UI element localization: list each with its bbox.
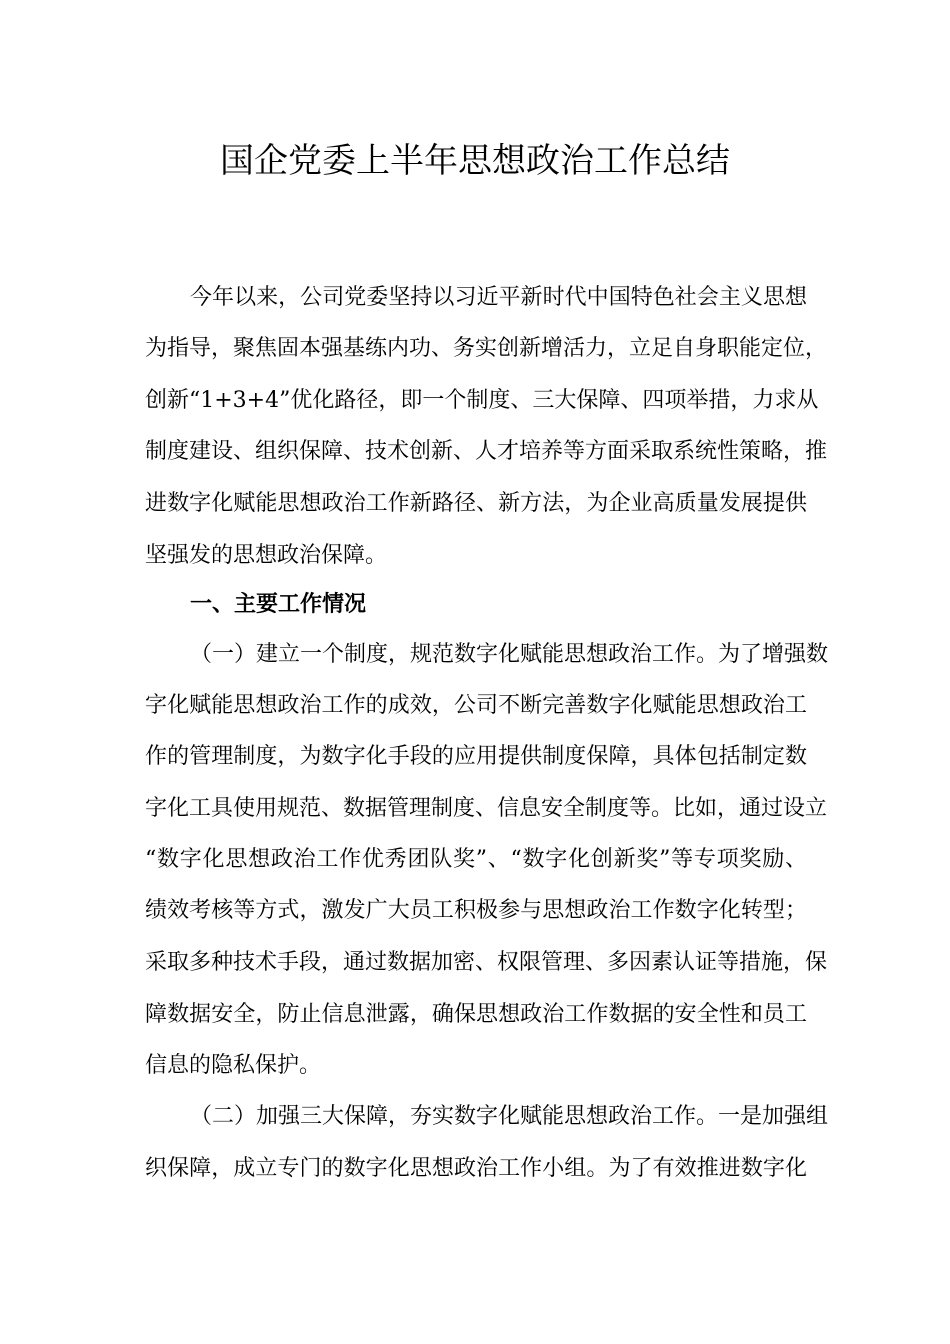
- document-title: 国企党委上半年思想政治工作总结: [220, 141, 730, 181]
- paragraph-line: 为指导，聚焦固本强基练内功、务实创新增活力，立足自身职能定位，: [145, 336, 828, 361]
- paragraph-line: 今年以来，公司党委坚持以习近平新时代中国特色社会主义思想: [190, 285, 807, 310]
- paragraph-line: “数字化思想政治工作优秀团队奖”、“数字化创新奖”等专项奖励、: [145, 847, 807, 872]
- paragraph-line: 字化工具使用规范、数据管理制度、信息安全制度等。比如，通过设立: [145, 796, 828, 821]
- paragraph-line: 采取多种技术手段，通过数据加密、权限管理、多因素认证等措施，保: [145, 950, 828, 975]
- section-heading: 一、主要工作情况: [190, 591, 367, 617]
- paragraph-line: 创新“1+3+4”优化路径，即一个制度、三大保障、四项举措，力求从: [145, 388, 819, 413]
- paragraph-line: （二）加强三大保障，夯实数字化赋能思想政治工作。一是加强组: [190, 1104, 829, 1129]
- paragraph-line: （一）建立一个制度，规范数字化赋能思想政治工作。为了增强数: [190, 642, 829, 667]
- paragraph-line: 字化赋能思想政治工作的成效，公司不断完善数字化赋能思想政治工: [145, 693, 807, 718]
- paragraph-line: 绩效考核等方式，激发广大员工积极参与思想政治工作数字化转型；: [145, 898, 807, 923]
- paragraph-line: 障数据安全，防止信息泄露，确保思想政治工作数据的安全性和员工: [145, 1002, 807, 1027]
- paragraph-line: 信息的隐私保护。: [145, 1053, 322, 1078]
- paragraph-line: 织保障，成立专门的数字化思想政治工作小组。为了有效推进数字化: [145, 1156, 807, 1181]
- paragraph-line: 坚强发的思想政治保障。: [145, 543, 388, 568]
- paragraph-line: 作的管理制度，为数字化手段的应用提供制度保障，具体包括制定数: [145, 744, 807, 769]
- paragraph-line: 制度建设、组织保障、技术创新、人才培养等方面采取系统性策略，推: [145, 439, 828, 464]
- paragraph-line: 进数字化赋能思想政治工作新路径、新方法，为企业高质量发展提供: [145, 491, 807, 516]
